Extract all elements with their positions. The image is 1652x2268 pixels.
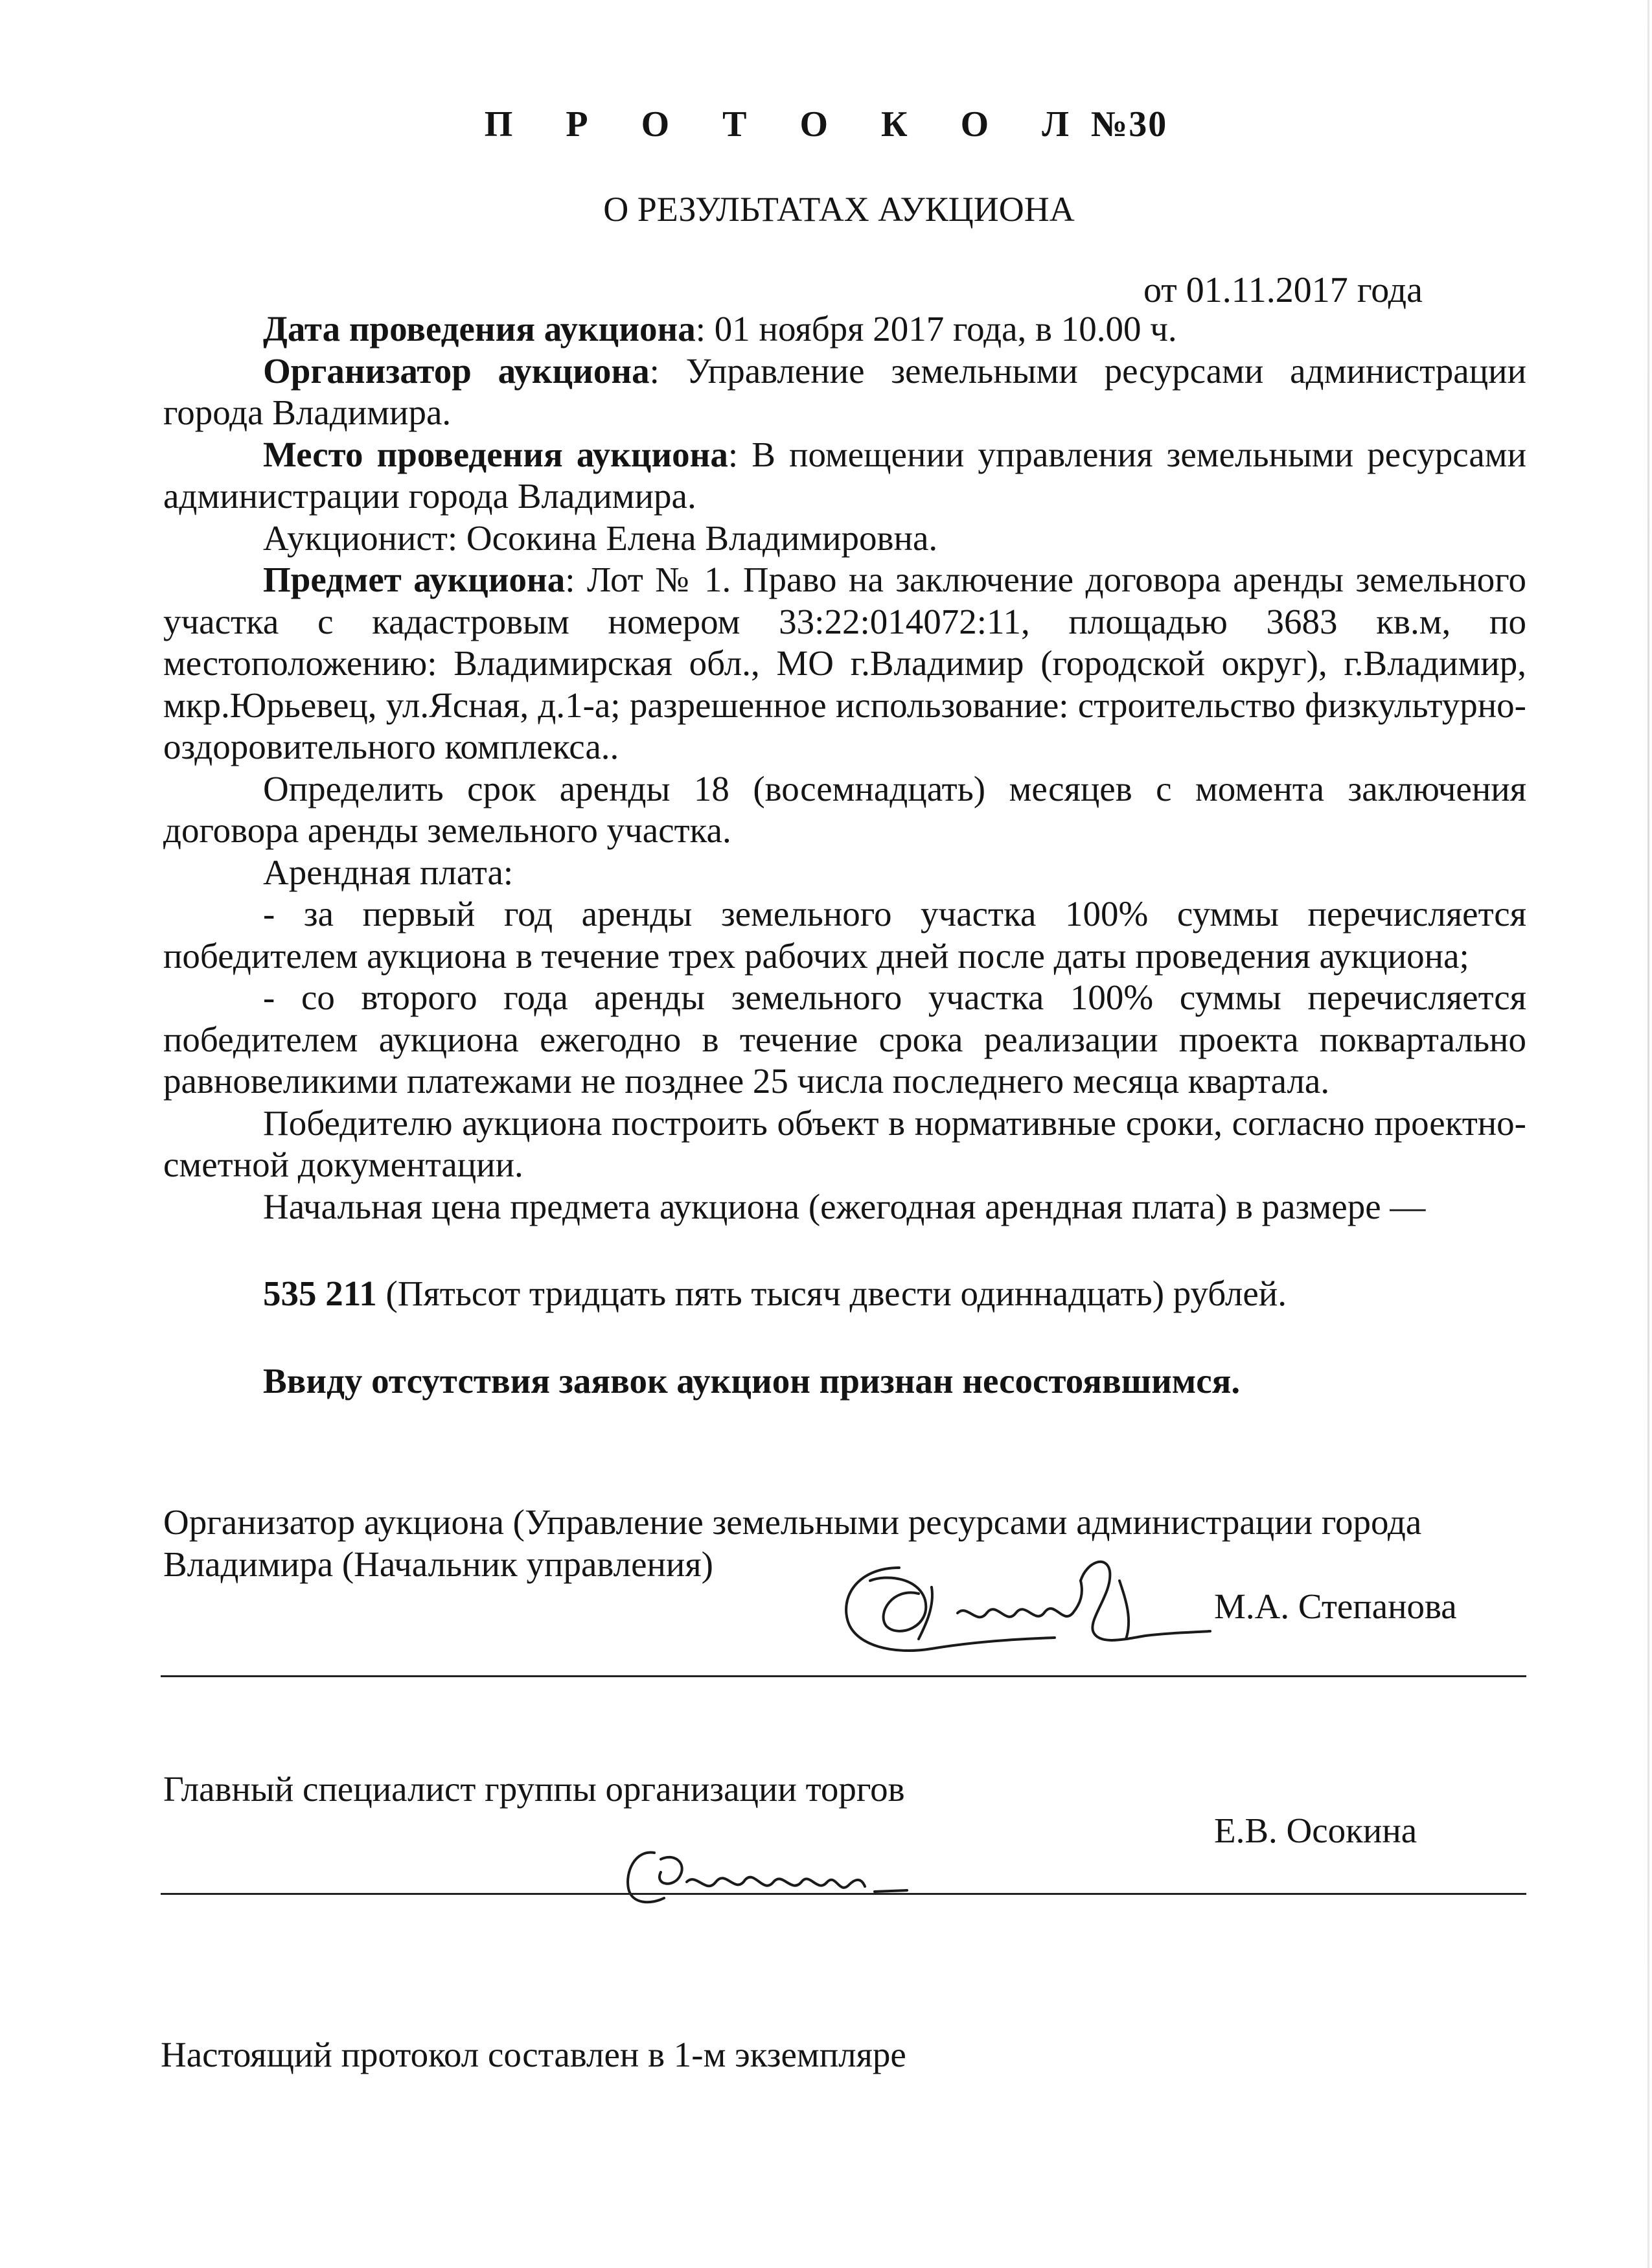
- protocol-date: от 01.11.2017 года: [1143, 270, 1423, 310]
- organizer-label: Организатор аукциона: [263, 350, 650, 391]
- organizer-value: : Управление земельными ресурсами администрации города Владимира.: [163, 350, 1527, 432]
- auction-date-paragraph: [163, 308, 1526, 350]
- organizer-paragraph: [163, 350, 1526, 434]
- title-letters: П Р О Т О К О Л: [484, 104, 1091, 144]
- title-number: №30: [1090, 104, 1168, 144]
- place-paragraph: [163, 434, 1526, 518]
- subject-paragraph: [163, 559, 1526, 768]
- price-amount: 535 211: [263, 1274, 377, 1313]
- price-paragraph: [163, 1273, 1526, 1315]
- term-paragraph: Определить срок аренды 18 (восемнадцать) месяцев с момента заключения договора аренды земельного участка.: [163, 768, 1526, 850]
- organizer-name: М.А. Степанова: [1214, 1586, 1457, 1626]
- rent-first-year-paragraph: - за первый год аренды земельного участка 100% суммы перечисляется победителем аукциона в течение трех рабочих дней после даты проведения аукциона;: [163, 894, 1526, 976]
- organizer-role: Организатор аукциона (Управление земельными ресурсами администрации города Владимира (Начальник управления): [163, 1502, 1422, 1584]
- scan-edge: [1647, 0, 1649, 2268]
- price-words: (Пятьсот тридцать пять тысяч двести одиннадцать) рублей.: [376, 1274, 1287, 1313]
- protocol-subtitle: О РЕЗУЛЬТАТАХ АУКЦИОНА: [603, 190, 1075, 229]
- specialist-name: Е.В. Осокина: [1214, 1811, 1417, 1850]
- place-value: : В помещении управления земельными ресурсами администрации города Владимира.: [163, 434, 1526, 516]
- place-label: Место проведения аукциона: [263, 434, 728, 474]
- rent-second-year-paragraph: - со второго года аренды земельного участка 100% суммы перечисляется победителем аукциона ежегодно в течение срока реализации проекта поквартально равновеликими платежами не позднее 25 числа последнего месяца квартала.: [163, 978, 1526, 1101]
- rent-heading: Арендная плата:: [263, 852, 514, 892]
- subject-label: Предмет аукциона: [263, 560, 566, 599]
- protocol-title: [0, 104, 1652, 145]
- auction-date-value: : 01 ноября 2017 года, в 10.00 ч.: [695, 309, 1177, 349]
- organizer-signature-line: [161, 1675, 1526, 1677]
- specialist-signature-line: [161, 1893, 1526, 1895]
- specialist-signature: [615, 1833, 926, 1911]
- result-paragraph: [163, 1360, 1526, 1403]
- result-text: Ввиду отсутствия заявок аукцион признан несостоявшимся.: [263, 1360, 1241, 1401]
- specialist-role: Главный специалист группы организации торгов: [163, 1769, 905, 1809]
- start-price-paragraph: Начальная цена предмета аукциона (ежегодная арендная плата) в размере —: [263, 1186, 1426, 1226]
- footer-note: Настоящий протокол составлен в 1-м экземпляре: [161, 2035, 906, 2074]
- protocol-body: [163, 308, 1526, 1402]
- auction-date-label: Дата проведения аукциона: [263, 309, 696, 349]
- subject-value: : Лот № 1. Право на заключение договора аренды земельного участка с кадастровым номером 33:22:014072:11, площадью 3683 кв.м, по местоположению: Владимирская обл., МО г.Владимир (городской округ), г.Владимир, мкр.Юрьевец, ул.Ясная, д.1-а; разрешенное использование: строительство физкультурно-оздоровительного комплекса..: [163, 560, 1526, 766]
- auctioneer-paragraph: Аукционист: Осокина Елена Владимировна.: [263, 518, 938, 558]
- build-paragraph: Победителю аукциона построить объект в нормативные сроки, согласно проектно-сметной документации.: [163, 1103, 1526, 1184]
- organizer-signature: [821, 1542, 1223, 1671]
